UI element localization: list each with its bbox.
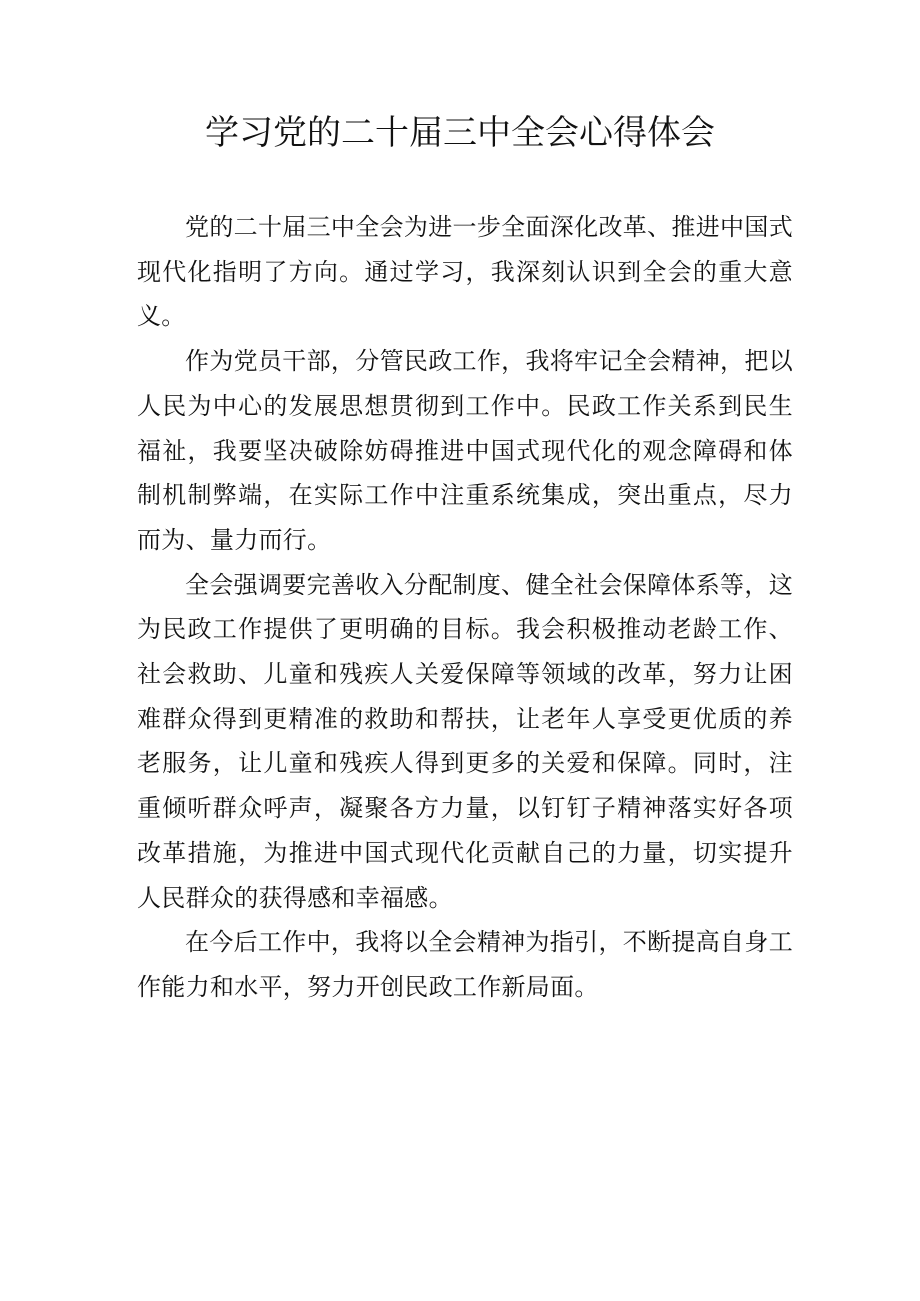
paragraph-1: 党的二十届三中全会为进一步全面深化改革、推进中国式现代化指明了方向。通过学习，我深刻认识到全会的重大意义。 — [137, 213, 793, 331]
document-title: 学习党的二十届三中全会心得体会 — [205, 113, 715, 153]
paragraph-4: 在今后工作中，我将以全会精神为指引，不断提高自身工作能力和水平，努力开创民政工作新局面。 — [137, 928, 793, 1001]
paragraph-3: 全会强调要完善收入分配制度、健全社会保障体系等，这为民政工作提供了更明确的目标。我会积极推动老龄工作、社会救助、儿童和残疾人关爱保障等领域的改革，努力让困难群众得到更精准的救助和帮扶，让老年人享受更优质的养老服务，让儿童和残疾人得到更多的关爱和保障。同时，注重倾听群众呼声，凝聚各方力量，以钉钉子精神落实好各项改革措施，为推进中国式现代化贡献自己的力量，切实提升人民群众的获得感和幸福感。 — [137, 570, 793, 912]
document-body — [137, 205, 793, 1010]
paragraph-2: 作为党员干部，分管民政工作，我将牢记全会精神，把以人民为中心的发展思想贯彻到工作中。民政工作关系到民生福祉，我要坚决破除妨碍推进中国式现代化的观念障碍和体制机制弊端，在实际工作中注重系统集成，突出重点，尽力而为、量力而行。 — [137, 347, 793, 554]
